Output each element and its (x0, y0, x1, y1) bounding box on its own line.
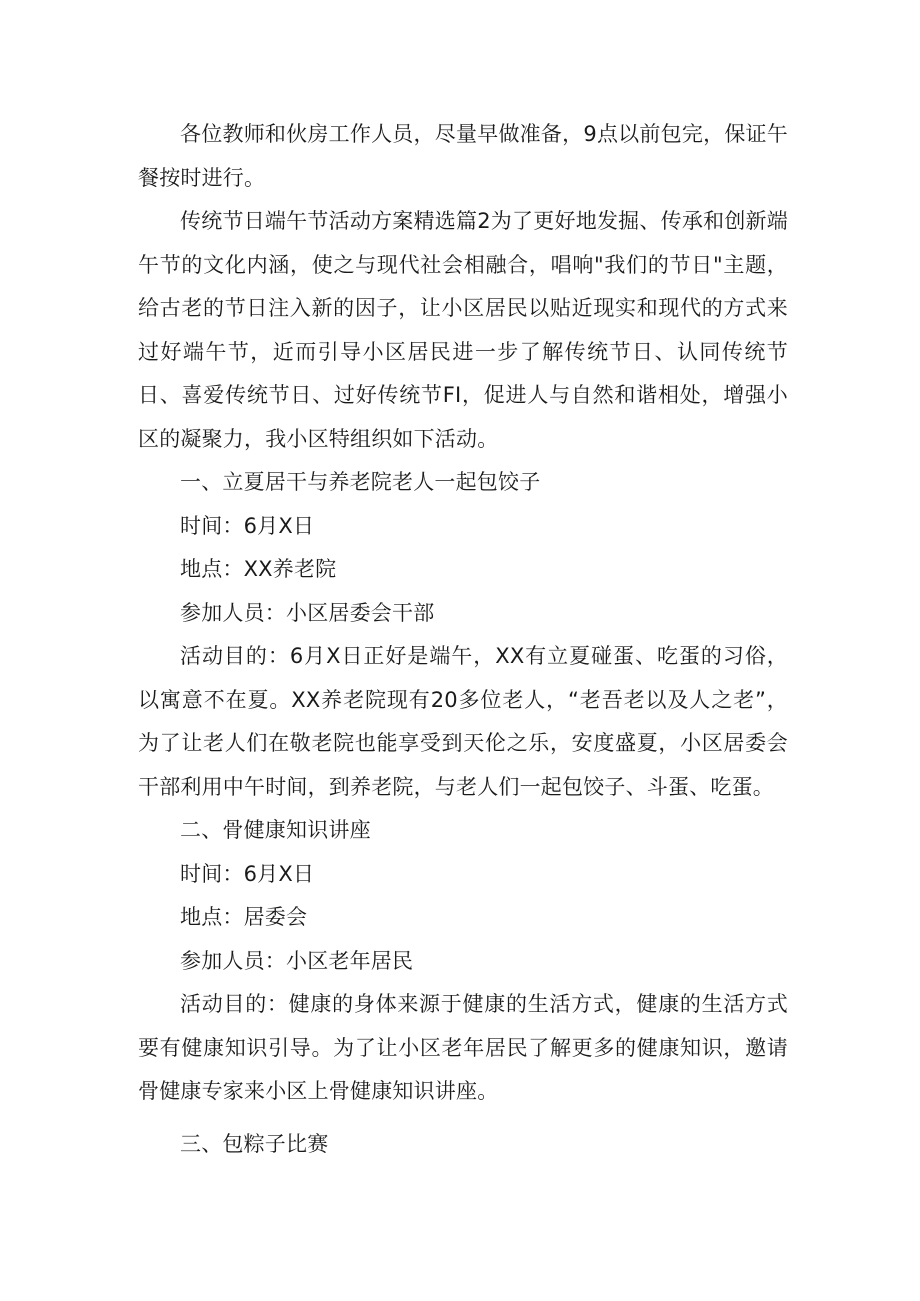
activity-1-location: 地点：XX养老院 (180, 557, 337, 581)
heading-activity-2: 二、骨健康知识讲座 (180, 818, 371, 842)
activity-2-participants: 参加人员：小区老年居民 (180, 948, 414, 973)
activity-2-location: 地点：居委会 (180, 905, 308, 929)
heading-activity-3: 三、包粽子比赛 (180, 1131, 329, 1156)
paragraph-kitchen-staff: 各位教师和伙房工作人员，尽量早做准备，9点以前包完，保证午餐按时进行。 (138, 122, 788, 190)
activity-1-participants: 参加人员：小区居委会干部 (180, 600, 435, 625)
heading-activity-1: 一、立夏居干与养老院老人一起包饺子 (180, 470, 541, 494)
activity-1-time: 时间：6月X日 (180, 513, 315, 538)
activity-2-time: 时间：6月X日 (180, 861, 315, 886)
activity-1-purpose: 活动目的：6月X日正好是端午，XX有立夏碰蛋、吃蛋的习俗，以寓意不在夏。XX养老院现有20多位老人，“老吾老以及人之老”，为了让老人们在敬老院也能享受到天伦之乐，安度盛夏，小区居委会干部利用中午时间，到养老院，与老人们一起包饺子、斗蛋、吃蛋。 (138, 644, 788, 799)
paragraph-intro: 传统节日端午节活动方案精选篇2为了更好地发掘、传承和创新端午节的文化内涵，使之与现代社会相融合，唱响"我们的节日"主题，给古老的节日注入新的因子，让小区居民以贴近现实和现代的方式来过好端午节，近而引导小区居民进一步了解传统节日、认同传统节日、喜爱传统节日、过好传统节FI，促进人与自然和谐相处，增强小区的凝聚力，我小区特组织如下活动。 (138, 209, 788, 451)
document-body (138, 113, 788, 1166)
activity-2-purpose: 活动目的：健康的身体来源于健康的生活方式，健康的生活方式要有健康知识引导。为了让小区老年居民了解更多的健康知识，邀请骨健康专家来小区上骨健康知识讲座。 (138, 992, 788, 1103)
